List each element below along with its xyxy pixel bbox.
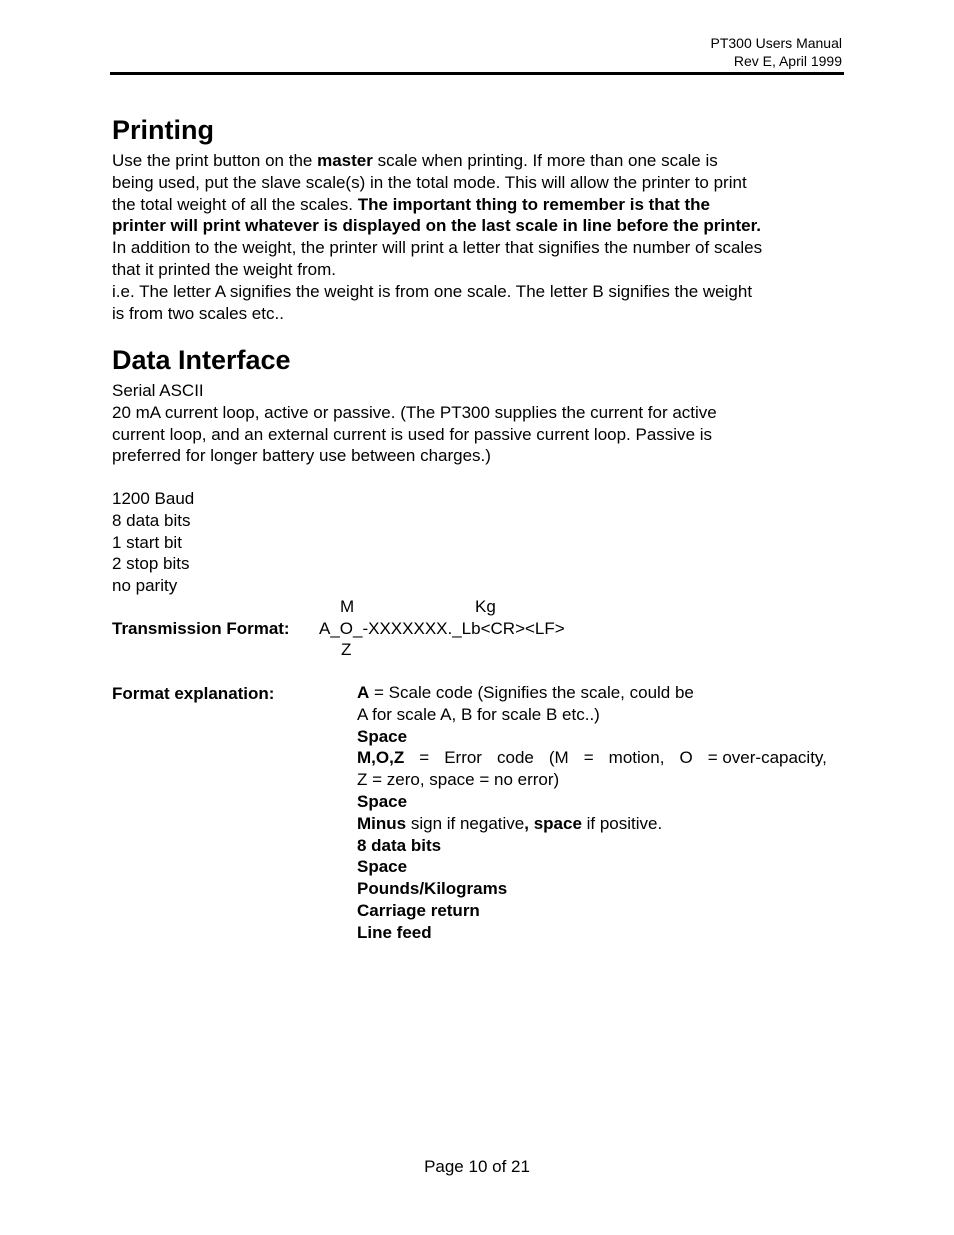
printing-line-2: being used, put the slave scale(s) in the total mode. This will allow the printer to print	[112, 172, 747, 192]
text-run: code	[496, 748, 534, 768]
fe-scale-code-line-2: A for scale A, B for scale B etc..)	[357, 704, 600, 724]
text-run: O	[679, 748, 693, 768]
di-line-4: preferred for longer battery use between charges.)	[112, 446, 491, 466]
spec-baud: 1200 Baud	[112, 489, 195, 508]
tf-below-z: Z	[341, 640, 352, 659]
fe-space-2: Space	[357, 791, 408, 811]
printing-line-5: In addition to the weight, the printer will print a letter that signifies the number of scales	[112, 238, 763, 258]
tf-above-m: M	[340, 597, 355, 616]
fe-space-1: Space	[357, 726, 408, 746]
di-line-2: 20 mA current loop, active or passive. (The PT300 supplies the current for active	[112, 402, 717, 422]
text-run: = Scale code (Signifies the scale, could be	[369, 683, 694, 702]
spec-stop-bits: 2 stop bits	[112, 554, 190, 574]
serial-ascii: Serial ASCII	[112, 381, 204, 400]
important-note: The important thing to remember is that the	[357, 194, 711, 214]
text-run: = over-capacity,	[707, 748, 827, 768]
text-run: sign if negative	[406, 813, 525, 833]
printing-line-8: is from two scales etc..	[112, 303, 284, 323]
text-run: Error	[444, 748, 482, 768]
data-interface-section	[112, 343, 832, 377]
tf-above-kg: Kg	[475, 597, 496, 616]
printing-line-6: that it printed the weight from.	[112, 259, 336, 279]
spec-data-bits: 8 data bits	[112, 510, 191, 530]
spec-start-bit: 1 start bit	[112, 532, 182, 552]
printing-body	[112, 150, 832, 324]
printing-line-1	[112, 150, 832, 172]
text-run: motion,	[608, 748, 665, 768]
printing-heading: Printing	[112, 115, 214, 145]
format-explanation-label: Format explanation:	[112, 684, 275, 703]
header-rule	[110, 72, 844, 75]
fe-error-code-key: M,O,Z	[357, 748, 405, 768]
text-run: (M	[548, 748, 569, 768]
text-run: if positive.	[581, 813, 663, 833]
fe-error-code-line-2: Z = zero, space = no error)	[357, 770, 560, 790]
fe-sign-key: Minus	[357, 813, 407, 833]
printing-line-3	[112, 194, 832, 216]
fe-scale-code	[357, 682, 829, 704]
printing-section	[112, 113, 832, 147]
master-emphasis: master	[317, 151, 373, 170]
page-header	[710, 34, 842, 70]
text-run: the total weight of all the scales.	[112, 194, 358, 214]
printing-line-4: printer will print whatever is displayed on the last scale in line before the printer.	[112, 216, 761, 236]
fe-error-code	[357, 747, 827, 769]
header-manual-title: PT300 Users Manual	[710, 35, 842, 51]
fe-carriage-return: Carriage return	[357, 900, 480, 920]
fe-data-bits: 8 data bits	[357, 835, 442, 855]
data-interface-heading: Data Interface	[112, 345, 291, 375]
fe-space-3: Space	[357, 857, 408, 877]
page-number: Page 10 of 21	[424, 1157, 530, 1176]
text-run: =	[583, 748, 594, 768]
transmission-format-value: A_O_-XXXXXXX._Lb<CR><LF>	[319, 619, 565, 638]
data-interface-body	[112, 380, 832, 467]
spec-parity: no parity	[112, 576, 178, 596]
fe-sign	[357, 813, 829, 835]
fe-units: Pounds/Kilograms	[357, 879, 508, 899]
fe-sign-space-key: , space	[524, 813, 582, 833]
text-run: Use the print button on the	[112, 151, 318, 170]
header-revision: Rev E, April 1999	[733, 53, 842, 69]
fe-scale-code-key: A	[357, 683, 370, 702]
text-run: =	[419, 748, 430, 768]
fe-line-feed: Line feed	[357, 922, 432, 942]
format-explanation-list	[357, 682, 829, 944]
spec-list	[112, 488, 832, 597]
transmission-format-label: Transmission Format:	[112, 619, 290, 638]
di-line-3: current loop, and an external current is used for passive current loop. Passive is	[112, 424, 713, 444]
text-run: scale when printing. If more than one scale is	[372, 151, 718, 170]
printing-line-7: i.e. The letter A signifies the weight is from one scale. The letter B signifies the weight	[112, 281, 753, 301]
